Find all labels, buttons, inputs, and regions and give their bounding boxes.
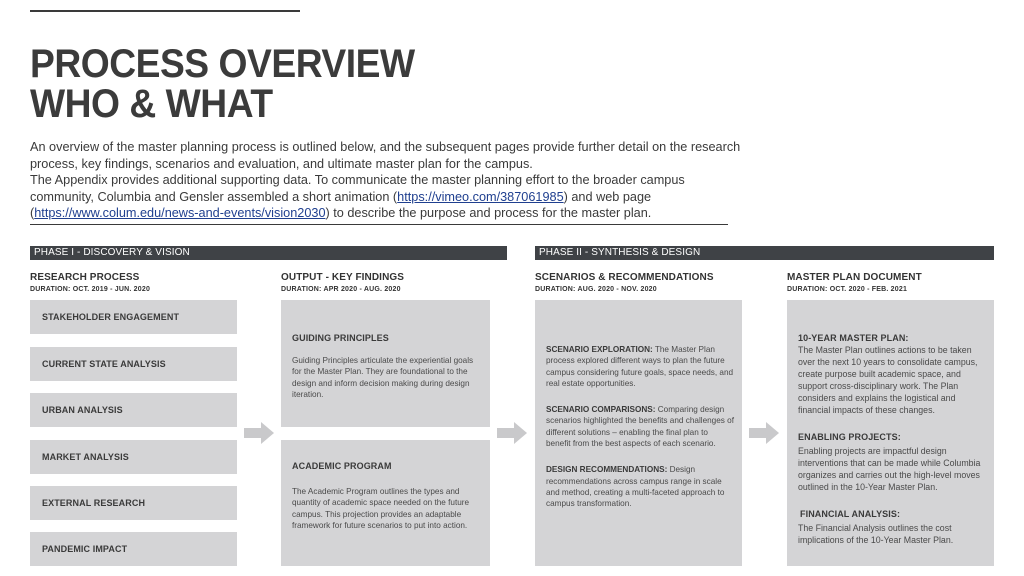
phase-1-bar: PHASE I - DISCOVERY & VISION	[30, 246, 507, 260]
design-recommendations-text: Design recommendations across campus range in scale and method, creating a multi-faceted approach to campus transformation.	[546, 465, 725, 509]
research-item: URBAN ANALYSIS	[30, 393, 237, 427]
scenarios-title: SCENARIOS & RECOMMENDATIONS	[535, 272, 714, 283]
scenarios-duration: DURATION: AUG. 2020 - NOV. 2020	[535, 286, 657, 293]
academic-program-text: The Academic Program outlines the types and quantity of academic space needed on the future campus. This projection provides an adaptable framework for future scenarios to put into action.	[292, 487, 470, 530]
design-recommendations-heading: DESIGN RECOMMENDATIONS:	[546, 465, 668, 475]
scenario-comparisons	[546, 404, 734, 449]
intro-paragraph-1: An overview of the master planning process is outlined below, and the subsequent pages provide further detail on the research process, key findings, scenarios and evaluation, and ultimate master plan for the campus.	[30, 140, 741, 171]
research-item: CURRENT STATE ANALYSIS	[30, 347, 237, 381]
scenario-comparisons-heading: SCENARIO COMPARISONS:	[546, 405, 656, 415]
design-recommendations	[546, 464, 734, 509]
financial-analysis-heading: FINANCIAL ANALYSIS:	[800, 509, 901, 519]
master-title: MASTER PLAN DOCUMENT	[787, 272, 922, 283]
intro-text-c: ) to describe the purpose and process for the master plan.	[325, 206, 652, 221]
master-plan-text: The Master Plan outlines actions to be taken over the next 10 years to consolidate campus, create purpose built academic space, and support cross-disciplinary work. The Plan considers and explains the logistical and financial impacts of these changes.	[798, 345, 978, 415]
scenario-comparisons-text: Comparing design scenarios highlighted the benefits and challenges of different solutions – enabling the final plan to benefit from the best aspects of each scenario.	[546, 405, 734, 449]
research-item: PANDEMIC IMPACT	[30, 532, 237, 566]
intro-text-b: ) and web page (	[30, 189, 652, 221]
title-line-2: WHO & WHAT	[30, 82, 273, 126]
scenarios-box	[535, 300, 742, 566]
scenario-exploration-text: The Master Plan process explored different ways to plan the future campus considering future goals, space needs, and real estate opportunities.	[546, 345, 734, 388]
title-line-1: PROCESS OVERVIEW	[30, 42, 415, 86]
guiding-principles-text: Guiding Principles articulate the experiential goals for the Master Plan. They are foundational to the design and inform decision making during design iteration.	[292, 356, 474, 399]
phase-2-bar: PHASE II - SYNTHESIS & DESIGN	[535, 246, 994, 260]
output-title: OUTPUT - KEY FINDINGS	[281, 272, 405, 283]
academic-program-box	[281, 440, 490, 566]
research-item: STAKEHOLDER ENGAGEMENT	[30, 300, 237, 334]
output-duration: DURATION: APR 2020 - AUG. 2020	[281, 286, 401, 293]
research-item: EXTERNAL RESEARCH	[30, 486, 237, 520]
guiding-principles-heading: GUIDING PRINCIPLES	[292, 333, 389, 343]
financial-analysis-text: The Financial Analysis outlines the cost implications of the 10-Year Master Plan.	[798, 523, 954, 545]
arrow-right-icon	[749, 422, 779, 444]
enabling-projects-text: Enabling projects are impactful design interventions that can be made while Columbia organizes and carries out the high-level moves outlined in the 10-Year Master Plan.	[798, 446, 981, 492]
enabling-projects-heading: ENABLING PROJECTS:	[798, 432, 901, 442]
guiding-principles-box	[281, 300, 490, 427]
research-title: RESEARCH PROCESS	[30, 272, 140, 283]
top-rule	[30, 10, 300, 12]
intro-paragraph-2	[30, 172, 750, 222]
intro-text	[30, 139, 750, 222]
scenario-exploration-heading: SCENARIO EXPLORATION:	[546, 345, 653, 354]
master-plan-heading: 10-YEAR MASTER PLAN:	[798, 333, 909, 343]
master-plan-box	[787, 300, 994, 566]
vimeo-link[interactable]: https://vimeo.com/387061985	[397, 189, 564, 204]
academic-program-heading: ACADEMIC PROGRAM	[292, 461, 392, 471]
intro-text-a: The Appendix provides additional supporting data. To communicate the master planning effort to the broader campus community, Columbia and Gensler assembled a short animation (	[30, 173, 685, 204]
master-duration: DURATION: OCT. 2020 - FEB. 2021	[787, 286, 908, 293]
scenario-exploration	[546, 344, 734, 389]
intro-rule	[30, 224, 728, 225]
research-item: MARKET ANALYSIS	[30, 440, 237, 474]
research-duration: DURATION: OCT. 2019 - JUN. 2020	[30, 286, 151, 293]
arrow-right-icon	[244, 422, 274, 444]
arrow-right-icon	[497, 422, 527, 444]
colum-link[interactable]: https://www.colum.edu/news-and-events/vision2030	[34, 206, 326, 221]
page-title	[30, 44, 415, 124]
